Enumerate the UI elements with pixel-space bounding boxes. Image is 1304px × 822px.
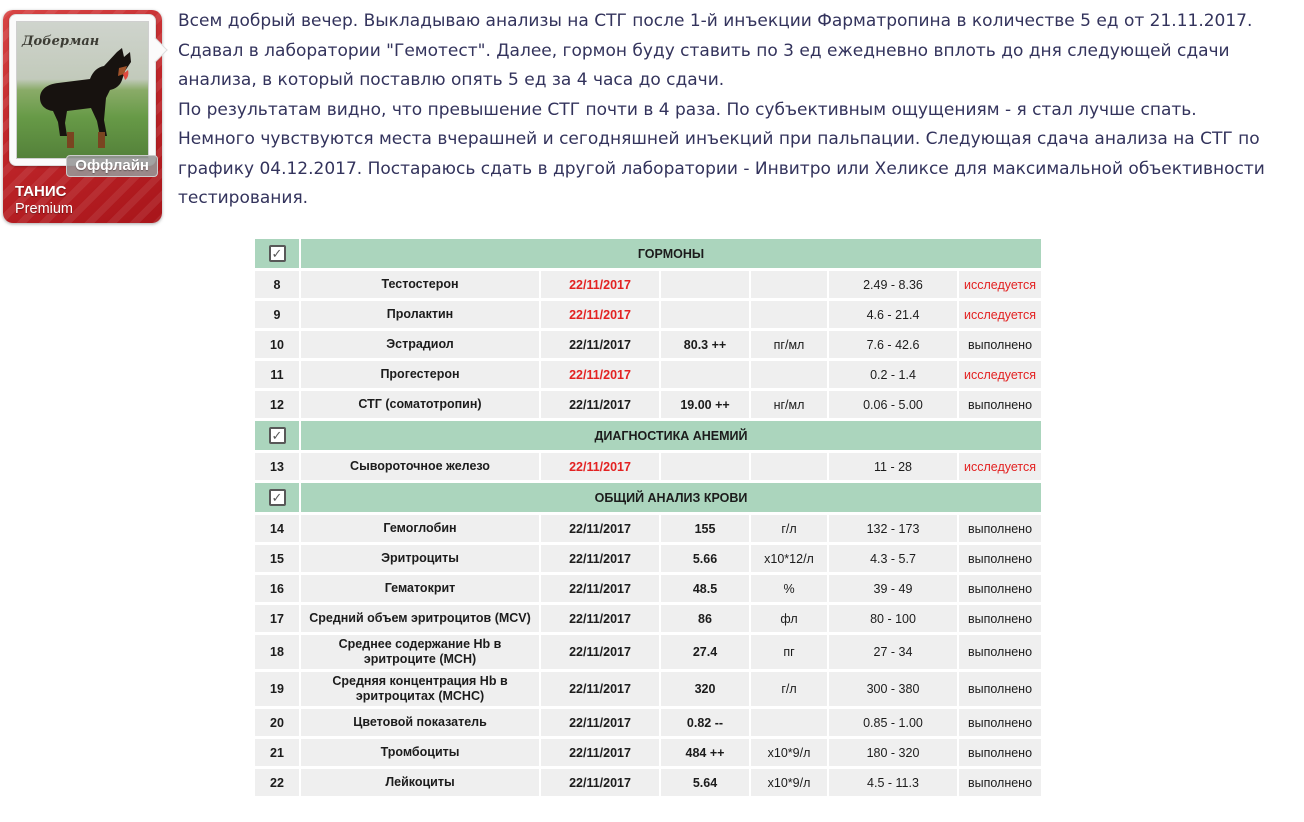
table-row <box>255 361 1041 388</box>
avatar-image[interactable] <box>16 21 149 159</box>
checkbox-checked-icon[interactable]: ✓ <box>269 427 286 444</box>
table-row <box>255 271 1041 298</box>
cell-units: пг/мл <box>751 331 827 358</box>
cell-result <box>661 453 749 480</box>
cell-units: фл <box>751 605 827 632</box>
table-row <box>255 301 1041 328</box>
section-checkbox-cell <box>255 483 299 512</box>
table-section-header <box>255 239 1041 268</box>
cell-reference-range: 27 - 34 <box>829 635 957 669</box>
cell-status: выполнено <box>959 672 1041 706</box>
cell-test-name: Эстрадиол <box>301 331 539 358</box>
cell-date: 22/11/2017 <box>541 453 659 480</box>
cell-test-name: Лейкоциты <box>301 769 539 796</box>
table-row <box>255 331 1041 358</box>
cell-reference-range: 0.2 - 1.4 <box>829 361 957 388</box>
cell-units <box>751 453 827 480</box>
cell-reference-range: 180 - 320 <box>829 739 957 766</box>
cell-status: исследуется <box>959 301 1041 328</box>
cell-date: 22/11/2017 <box>541 361 659 388</box>
checkbox-checked-icon[interactable]: ✓ <box>269 489 286 506</box>
cell-date: 22/11/2017 <box>541 672 659 706</box>
cell-result: 86 <box>661 605 749 632</box>
cell-units: х10*9/л <box>751 739 827 766</box>
cell-row-number: 16 <box>255 575 299 602</box>
cell-status: выполнено <box>959 635 1041 669</box>
cell-test-name: Средняя концентрация Hb в эритроцитах (MCHC) <box>301 672 539 706</box>
cell-status: выполнено <box>959 331 1041 358</box>
cell-status: выполнено <box>959 391 1041 418</box>
status-badge: Оффлайн <box>66 155 158 177</box>
cell-row-number: 22 <box>255 769 299 796</box>
cell-row-number: 14 <box>255 515 299 542</box>
section-title: ОБЩИЙ АНАЛИЗ КРОВИ <box>301 483 1041 512</box>
cell-status: выполнено <box>959 575 1041 602</box>
cell-row-number: 18 <box>255 635 299 669</box>
table-row <box>255 739 1041 766</box>
section-checkbox-cell <box>255 421 299 450</box>
usergroup-label: Premium <box>15 201 74 217</box>
username-link[interactable]: ТАНИС <box>15 183 67 200</box>
cell-date: 22/11/2017 <box>541 515 659 542</box>
cell-units: х10*9/л <box>751 769 827 796</box>
cell-status: выполнено <box>959 545 1041 572</box>
cell-result: 0.82 -- <box>661 709 749 736</box>
cell-date: 22/11/2017 <box>541 545 659 572</box>
cell-date: 22/11/2017 <box>541 271 659 298</box>
cell-status: выполнено <box>959 769 1041 796</box>
cell-date: 22/11/2017 <box>541 391 659 418</box>
cell-row-number: 8 <box>255 271 299 298</box>
cell-result <box>661 361 749 388</box>
cell-reference-range: 11 - 28 <box>829 453 957 480</box>
cell-units: х10*12/л <box>751 545 827 572</box>
cell-test-name: Средний объем эритроцитов (MCV) <box>301 605 539 632</box>
cell-result: 27.4 <box>661 635 749 669</box>
cell-date: 22/11/2017 <box>541 739 659 766</box>
cell-result: 5.66 <box>661 545 749 572</box>
cell-units <box>751 709 827 736</box>
cell-date: 22/11/2017 <box>541 575 659 602</box>
cell-status: выполнено <box>959 739 1041 766</box>
table-row <box>255 575 1041 602</box>
cell-reference-range: 80 - 100 <box>829 605 957 632</box>
lab-table-body <box>255 239 1041 796</box>
cell-test-name: СТГ (соматотропин) <box>301 391 539 418</box>
table-row <box>255 605 1041 632</box>
cell-result: 155 <box>661 515 749 542</box>
cell-status: выполнено <box>959 709 1041 736</box>
post-text: Всем добрый вечер. Выкладываю анализы на СТГ после 1-й инъекции Фарматропина в количестве 5 ед от 21.11.2017. Сдавал в лаборатории "Гемотест". Далее, гормон буду ставить по 3 ед ежедневно вплоть до дня следующей сдачи анализа, в который поставлю опять 5 ед за 4 часа до сдачи. По результатам видно, что превышение СТГ почти в 4 раза. По субъективным ощущениям - я стал лучше спать. Немного чувствуются места вчерашней и сегодняшней инъекций при пальпации. Следующая сдача анализа на СТГ по графику 04.12.2017. Постараюсь сдать в другой лаборатории - Инвитро или Хеликсе для максимальной объективности тестирования. <box>178 11 1265 208</box>
cell-units: г/л <box>751 672 827 706</box>
cell-row-number: 13 <box>255 453 299 480</box>
cell-test-name: Цветовой показатель <box>301 709 539 736</box>
cell-row-number: 21 <box>255 739 299 766</box>
cell-result: 5.64 <box>661 769 749 796</box>
cell-reference-range: 2.49 - 8.36 <box>829 271 957 298</box>
cell-units: % <box>751 575 827 602</box>
cell-result: 484 ++ <box>661 739 749 766</box>
cell-result: 19.00 ++ <box>661 391 749 418</box>
cell-test-name: Прогестерон <box>301 361 539 388</box>
cell-result: 320 <box>661 672 749 706</box>
avatar-frame <box>9 14 156 174</box>
table-row <box>255 709 1041 736</box>
cell-test-name: Эритроциты <box>301 545 539 572</box>
cell-test-name: Тромбоциты <box>301 739 539 766</box>
table-row <box>255 453 1041 480</box>
cell-row-number: 10 <box>255 331 299 358</box>
cell-date: 22/11/2017 <box>541 605 659 632</box>
cell-reference-range: 4.6 - 21.4 <box>829 301 957 328</box>
photo-caption: Доберман <box>22 34 100 49</box>
cell-row-number: 20 <box>255 709 299 736</box>
cell-units: нг/мл <box>751 391 827 418</box>
cell-reference-range: 4.3 - 5.7 <box>829 545 957 572</box>
table-row <box>255 635 1041 669</box>
cell-row-number: 17 <box>255 605 299 632</box>
table-row <box>255 391 1041 418</box>
cell-reference-range: 4.5 - 11.3 <box>829 769 957 796</box>
cell-result <box>661 301 749 328</box>
cell-row-number: 19 <box>255 672 299 706</box>
cell-row-number: 11 <box>255 361 299 388</box>
cell-test-name: Сывороточное железо <box>301 453 539 480</box>
cell-date: 22/11/2017 <box>541 769 659 796</box>
cell-status: исследуется <box>959 361 1041 388</box>
cell-reference-range: 7.6 - 42.6 <box>829 331 957 358</box>
cell-row-number: 12 <box>255 391 299 418</box>
table-row <box>255 769 1041 796</box>
checkbox-checked-icon[interactable]: ✓ <box>269 245 286 262</box>
cell-date: 22/11/2017 <box>541 301 659 328</box>
table-section-header <box>255 421 1041 450</box>
cell-reference-range: 0.85 - 1.00 <box>829 709 957 736</box>
table-section-header <box>255 483 1041 512</box>
cell-status: выполнено <box>959 605 1041 632</box>
lab-results-table <box>253 236 1043 799</box>
cell-reference-range: 300 - 380 <box>829 672 957 706</box>
cell-status: исследуется <box>959 271 1041 298</box>
doberman-dog-icon <box>31 48 143 152</box>
cell-test-name: Гематокрит <box>301 575 539 602</box>
section-title: ДИАГНОСТИКА АНЕМИЙ <box>301 421 1041 450</box>
cell-result: 48.5 <box>661 575 749 602</box>
cell-result: 80.3 ++ <box>661 331 749 358</box>
cell-row-number: 9 <box>255 301 299 328</box>
cell-test-name: Среднее содержание Hb в эритроците (MCH) <box>301 635 539 669</box>
profile-card <box>3 10 162 223</box>
cell-date: 22/11/2017 <box>541 331 659 358</box>
cell-test-name: Гемоглобин <box>301 515 539 542</box>
cell-status: исследуется <box>959 453 1041 480</box>
cell-reference-range: 39 - 49 <box>829 575 957 602</box>
cell-units: пг <box>751 635 827 669</box>
cell-reference-range: 0.06 - 5.00 <box>829 391 957 418</box>
cell-units: г/л <box>751 515 827 542</box>
cell-units <box>751 271 827 298</box>
table-row <box>255 545 1041 572</box>
cell-reference-range: 132 - 173 <box>829 515 957 542</box>
cell-test-name: Пролактин <box>301 301 539 328</box>
table-row <box>255 515 1041 542</box>
section-checkbox-cell <box>255 239 299 268</box>
cell-units <box>751 361 827 388</box>
cell-status: выполнено <box>959 515 1041 542</box>
cell-test-name: Тестостерон <box>301 271 539 298</box>
cell-units <box>751 301 827 328</box>
cell-row-number: 15 <box>255 545 299 572</box>
cell-result <box>661 271 749 298</box>
cell-date: 22/11/2017 <box>541 709 659 736</box>
cell-date: 22/11/2017 <box>541 635 659 669</box>
section-title: ГОРМОНЫ <box>301 239 1041 268</box>
table-row <box>255 672 1041 706</box>
